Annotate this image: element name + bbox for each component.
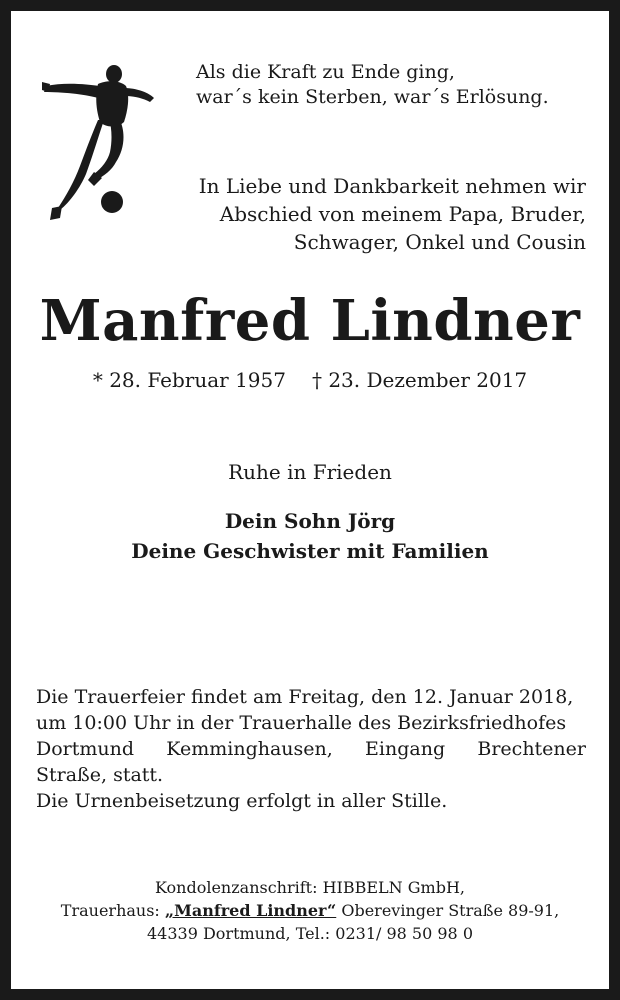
- ceremony-line: Die Trauerfeier findet am Freitag, den 12. Januar 2018,: [36, 686, 574, 708]
- deceased-name: Manfred Lindner: [39, 288, 581, 354]
- mourner-line: Deine Geschwister mit Familien: [131, 539, 489, 563]
- ceremony-line: Dortmund Kemminghausen, Eingang Brechtener: [36, 738, 586, 760]
- death-date: † 23. Dezember 2017: [311, 368, 528, 392]
- intro-line: Schwager, Onkel und Cousin: [293, 230, 586, 254]
- condolence-address: [0, 876, 620, 945]
- soccer-player-silhouette-icon: [40, 62, 160, 222]
- birth-date: * 28. Februar 1957: [92, 368, 286, 392]
- ceremony-details: [36, 684, 586, 814]
- contact-line: 44339 Dortmund, Tel.: 0231/ 98 50 98 0: [146, 924, 473, 943]
- farewell-phrase: Ruhe in Frieden: [228, 460, 392, 484]
- contact-street: Oberevinger Straße 89-91,: [336, 901, 560, 920]
- intro-line: Abschied von meinem Papa, Bruder,: [219, 202, 586, 226]
- funeral-home-name: „Manfred Lindner“: [164, 901, 337, 920]
- motto-line: war´s kein Sterben, war´s Erlösung.: [196, 86, 549, 108]
- life-dates: [0, 368, 620, 392]
- ceremony-line: Straße, statt.: [36, 764, 164, 786]
- contact-line: Kondolenzanschrift: HIBBELN GmbH,: [155, 878, 465, 897]
- motto-verse: [196, 60, 596, 110]
- mourners-list: [0, 506, 620, 566]
- ceremony-line: Die Urnenbeisetzung erfolgt in aller Stille.: [36, 790, 448, 812]
- ceremony-line: um 10:00 Uhr in der Trauerhalle des Bezirksfriedhofes: [36, 712, 567, 734]
- contact-line: [0, 899, 620, 922]
- motto-line: Als die Kraft zu Ende ging,: [196, 61, 455, 83]
- mourner-line: Dein Sohn Jörg: [224, 509, 396, 533]
- intro-text: [146, 172, 586, 256]
- contact-prefix: Trauerhaus:: [60, 901, 165, 920]
- intro-line: In Liebe und Dankbarkeit nehmen wir: [198, 174, 586, 198]
